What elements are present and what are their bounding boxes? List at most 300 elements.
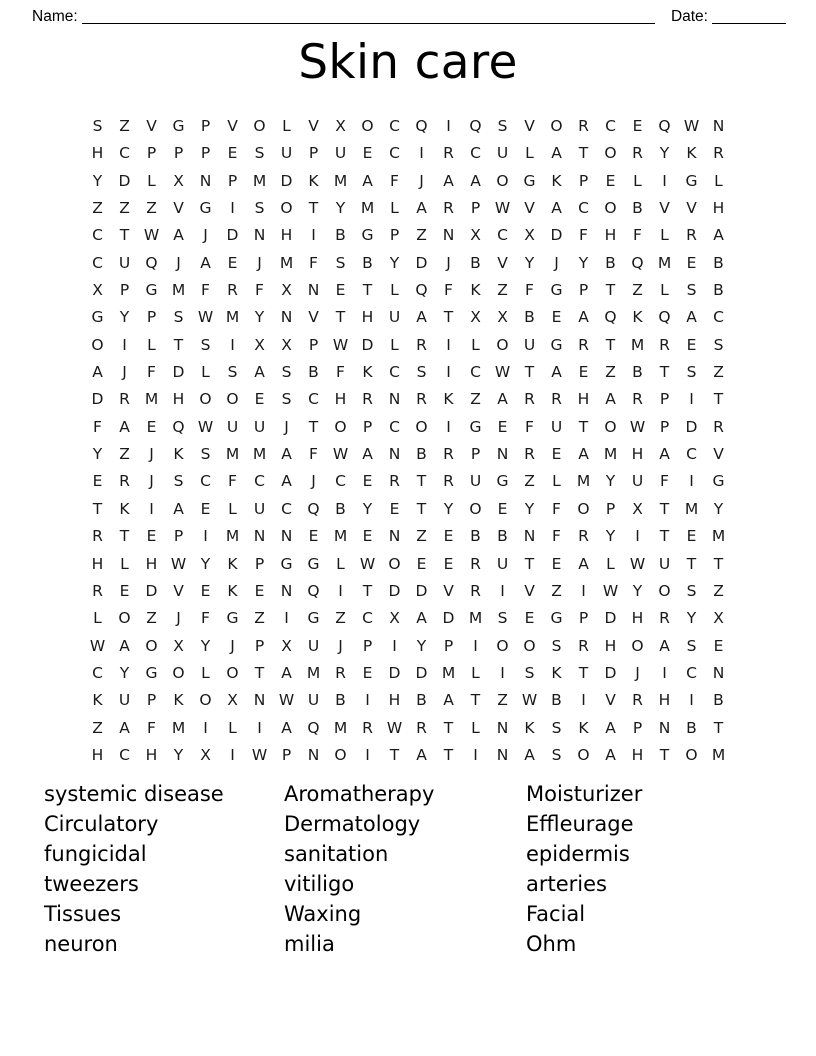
grid-letter[interactable]: R <box>119 390 130 409</box>
grid-letter[interactable]: F <box>336 363 345 382</box>
grid-letter[interactable]: H <box>604 636 617 655</box>
grid-letter[interactable]: P <box>227 171 238 190</box>
grid-letter[interactable]: R <box>416 390 427 409</box>
grid-letter[interactable]: W <box>602 581 619 600</box>
grid-letter[interactable]: U <box>307 636 320 655</box>
grid-letter[interactable]: I <box>581 581 586 600</box>
grid-letter[interactable]: T <box>335 308 346 327</box>
grid-letter[interactable]: R <box>119 472 130 491</box>
grid-letter[interactable]: F <box>660 472 669 491</box>
grid-letter[interactable]: D <box>145 581 158 600</box>
grid-letter[interactable]: P <box>254 636 265 655</box>
grid-letter[interactable]: E <box>362 527 373 546</box>
grid-letter[interactable]: E <box>227 253 238 272</box>
grid-letter[interactable]: M <box>360 199 375 218</box>
grid-letter[interactable]: F <box>255 281 264 300</box>
date-write-in-line[interactable] <box>712 7 786 24</box>
grid-letter[interactable]: B <box>470 253 481 272</box>
grid-letter[interactable]: N <box>496 718 509 737</box>
grid-letter[interactable]: A <box>173 499 184 518</box>
grid-letter[interactable]: L <box>147 335 156 354</box>
grid-letter[interactable]: Z <box>119 199 130 218</box>
grid-letter[interactable]: L <box>390 335 399 354</box>
grid-letter[interactable]: I <box>311 226 316 245</box>
grid-letter[interactable]: J <box>176 609 181 628</box>
grid-letter[interactable]: E <box>551 554 562 573</box>
grid-letter[interactable]: N <box>388 527 401 546</box>
grid-letter[interactable]: T <box>659 745 670 764</box>
grid-letter[interactable]: A <box>416 609 427 628</box>
grid-letter[interactable]: T <box>416 472 427 491</box>
grid-letter[interactable]: X <box>92 281 103 300</box>
grid-letter[interactable]: F <box>228 472 237 491</box>
grid-letter[interactable]: X <box>632 499 643 518</box>
grid-letter[interactable]: W <box>629 554 646 573</box>
grid-letter[interactable]: Y <box>92 445 103 464</box>
grid-letter[interactable]: R <box>362 390 373 409</box>
grid-letter[interactable]: L <box>201 663 210 682</box>
grid-letter[interactable]: J <box>230 636 235 655</box>
word-list-item[interactable]: epidermis <box>526 842 630 866</box>
grid-letter[interactable]: C <box>605 117 616 135</box>
grid-letter[interactable]: Y <box>524 499 535 518</box>
grid-letter[interactable]: A <box>173 226 184 245</box>
word-list-item[interactable]: neuron <box>44 932 118 956</box>
grid-letter[interactable]: X <box>470 226 481 245</box>
grid-letter[interactable]: Z <box>497 691 508 710</box>
grid-letter[interactable]: Q <box>604 308 617 327</box>
grid-letter[interactable]: O <box>253 117 266 135</box>
grid-letter[interactable]: R <box>443 445 454 464</box>
grid-letter[interactable]: C <box>389 117 400 135</box>
grid-letter[interactable]: A <box>713 226 724 245</box>
grid-letter[interactable]: N <box>253 691 266 710</box>
grid-letter[interactable]: I <box>365 691 370 710</box>
grid-letter[interactable]: R <box>362 718 373 737</box>
grid-letter[interactable]: E <box>146 527 157 546</box>
grid-letter[interactable]: G <box>199 199 212 218</box>
grid-letter[interactable]: B <box>551 691 562 710</box>
grid-letter[interactable]: P <box>605 499 616 518</box>
grid-letter[interactable]: G <box>469 417 482 436</box>
grid-letter[interactable]: Y <box>362 499 373 518</box>
word-list-item[interactable]: Moisturizer <box>526 782 643 806</box>
grid-letter[interactable]: T <box>605 281 616 300</box>
grid-letter[interactable]: Y <box>335 199 346 218</box>
grid-letter[interactable]: G <box>91 308 104 327</box>
grid-letter[interactable]: Z <box>119 117 130 135</box>
grid-letter[interactable]: M <box>171 718 186 737</box>
grid-letter[interactable]: V <box>713 445 724 464</box>
grid-letter[interactable]: T <box>524 363 535 382</box>
grid-letter[interactable]: H <box>631 609 644 628</box>
grid-letter[interactable]: P <box>362 636 373 655</box>
grid-letter[interactable]: L <box>552 472 561 491</box>
grid-letter[interactable]: R <box>416 335 427 354</box>
grid-letter[interactable]: K <box>362 363 373 382</box>
grid-letter[interactable]: J <box>419 171 424 190</box>
grid-letter[interactable]: Y <box>632 581 643 600</box>
grid-letter[interactable]: E <box>200 499 211 518</box>
grid-letter[interactable]: P <box>173 527 184 546</box>
word-list-item[interactable]: Effleurage <box>526 812 634 836</box>
grid-letter[interactable]: N <box>388 445 401 464</box>
grid-letter[interactable]: M <box>657 253 672 272</box>
grid-letter[interactable]: Q <box>658 117 671 135</box>
grid-letter[interactable]: U <box>280 144 293 163</box>
grid-letter[interactable]: Q <box>307 718 320 737</box>
grid-letter[interactable]: R <box>632 144 643 163</box>
grid-letter[interactable]: D <box>280 171 293 190</box>
grid-letter[interactable]: I <box>689 390 694 409</box>
grid-letter[interactable]: U <box>523 335 536 354</box>
grid-letter[interactable]: T <box>524 554 535 573</box>
grid-letter[interactable]: F <box>525 417 534 436</box>
grid-letter[interactable]: Z <box>146 199 157 218</box>
grid-letter[interactable]: A <box>578 308 589 327</box>
grid-letter[interactable]: E <box>443 527 454 546</box>
grid-letter[interactable]: U <box>118 253 131 272</box>
grid-letter[interactable]: J <box>554 253 559 272</box>
grid-letter[interactable]: W <box>197 308 214 327</box>
grid-letter[interactable]: A <box>362 445 373 464</box>
grid-letter[interactable]: A <box>281 472 292 491</box>
grid-letter[interactable]: E <box>335 281 346 300</box>
grid-letter[interactable]: X <box>281 281 292 300</box>
grid-letter[interactable]: N <box>658 718 671 737</box>
grid-letter[interactable]: E <box>362 663 373 682</box>
grid-letter[interactable]: E <box>389 499 400 518</box>
grid-letter[interactable]: Y <box>659 144 670 163</box>
grid-letter[interactable]: G <box>550 609 563 628</box>
grid-letter[interactable]: D <box>91 390 104 409</box>
grid-letter[interactable]: D <box>415 663 428 682</box>
word-list-item[interactable]: Aromatherapy <box>284 782 435 806</box>
grid-letter[interactable]: Z <box>497 281 508 300</box>
grid-letter[interactable]: E <box>524 609 535 628</box>
grid-letter[interactable]: C <box>470 144 481 163</box>
grid-letter[interactable]: H <box>712 199 725 218</box>
grid-letter[interactable]: Y <box>713 499 724 518</box>
grid-letter[interactable]: C <box>389 417 400 436</box>
grid-letter[interactable]: A <box>551 363 562 382</box>
grid-letter[interactable]: M <box>468 609 483 628</box>
grid-letter[interactable]: S <box>551 718 562 737</box>
grid-letter[interactable]: E <box>686 527 697 546</box>
grid-letter[interactable]: T <box>416 499 427 518</box>
grid-letter[interactable]: V <box>227 117 238 135</box>
grid-letter[interactable]: A <box>443 691 454 710</box>
grid-letter[interactable]: W <box>359 554 376 573</box>
grid-letter[interactable]: U <box>253 417 266 436</box>
grid-letter[interactable]: D <box>685 417 698 436</box>
grid-letter[interactable]: S <box>254 199 265 218</box>
grid-letter[interactable]: Z <box>632 281 643 300</box>
grid-letter[interactable]: O <box>145 636 158 655</box>
grid-letter[interactable]: A <box>416 199 427 218</box>
grid-letter[interactable]: I <box>581 691 586 710</box>
grid-letter[interactable]: S <box>416 363 427 382</box>
grid-letter[interactable]: B <box>632 199 643 218</box>
grid-letter[interactable]: I <box>473 636 478 655</box>
grid-letter[interactable]: S <box>200 335 211 354</box>
grid-letter[interactable]: R <box>578 117 589 135</box>
grid-letter[interactable]: C <box>119 144 130 163</box>
grid-letter[interactable]: L <box>660 226 669 245</box>
grid-letter[interactable]: C <box>686 445 697 464</box>
grid-letter[interactable]: A <box>605 745 616 764</box>
grid-letter[interactable]: R <box>443 472 454 491</box>
grid-letter[interactable]: K <box>632 308 643 327</box>
grid-letter[interactable]: X <box>200 745 211 764</box>
grid-letter[interactable]: E <box>200 581 211 600</box>
grid-letter[interactable]: X <box>254 335 265 354</box>
grid-letter[interactable]: H <box>145 554 158 573</box>
grid-letter[interactable]: M <box>684 499 699 518</box>
grid-letter[interactable]: L <box>471 335 480 354</box>
grid-letter[interactable]: K <box>443 390 454 409</box>
grid-letter[interactable]: S <box>281 363 292 382</box>
grid-letter[interactable]: O <box>523 636 536 655</box>
grid-letter[interactable]: H <box>334 390 347 409</box>
grid-letter[interactable]: M <box>225 527 240 546</box>
grid-letter[interactable]: Y <box>389 253 400 272</box>
grid-letter[interactable]: P <box>254 554 265 573</box>
grid-letter[interactable]: P <box>362 417 373 436</box>
grid-letter[interactable]: R <box>659 335 670 354</box>
grid-letter[interactable]: T <box>713 554 724 573</box>
grid-letter[interactable]: F <box>147 718 156 737</box>
grid-letter[interactable]: B <box>686 718 697 737</box>
grid-letter[interactable]: M <box>441 663 456 682</box>
grid-letter[interactable]: T <box>470 691 481 710</box>
grid-letter[interactable]: W <box>386 718 403 737</box>
grid-letter[interactable]: O <box>496 171 509 190</box>
grid-letter[interactable]: J <box>149 445 154 464</box>
grid-letter[interactable]: I <box>689 472 694 491</box>
grid-letter[interactable]: R <box>416 718 427 737</box>
grid-letter[interactable]: U <box>118 691 131 710</box>
grid-letter[interactable]: Y <box>200 636 211 655</box>
grid-letter[interactable]: N <box>307 281 320 300</box>
grid-letter[interactable]: Q <box>415 281 428 300</box>
grid-letter[interactable]: U <box>496 554 509 573</box>
grid-letter[interactable]: C <box>335 472 346 491</box>
grid-letter[interactable]: T <box>578 144 589 163</box>
grid-letter[interactable]: B <box>335 499 346 518</box>
grid-letter[interactable]: N <box>280 308 293 327</box>
grid-letter[interactable]: O <box>226 663 239 682</box>
grid-letter[interactable]: T <box>659 363 670 382</box>
grid-letter[interactable]: V <box>308 117 319 135</box>
grid-letter[interactable]: T <box>362 581 373 600</box>
grid-letter[interactable]: S <box>497 609 508 628</box>
grid-letter[interactable]: H <box>631 445 644 464</box>
grid-letter[interactable]: E <box>578 363 589 382</box>
grid-letter[interactable]: X <box>389 609 400 628</box>
grid-letter[interactable]: W <box>332 335 349 354</box>
grid-letter[interactable]: I <box>122 335 127 354</box>
grid-letter[interactable]: S <box>551 636 562 655</box>
word-search-grid[interactable] <box>84 113 732 769</box>
grid-letter[interactable]: T <box>578 663 589 682</box>
grid-letter[interactable]: G <box>550 281 563 300</box>
grid-letter[interactable]: I <box>230 745 235 764</box>
grid-letter[interactable]: N <box>307 745 320 764</box>
grid-letter[interactable]: S <box>92 117 103 135</box>
grid-letter[interactable]: I <box>662 171 667 190</box>
grid-letter[interactable]: V <box>524 581 535 600</box>
grid-letter[interactable]: V <box>146 117 157 135</box>
grid-letter[interactable]: L <box>471 718 480 737</box>
grid-letter[interactable]: R <box>92 581 103 600</box>
grid-letter[interactable]: P <box>659 390 670 409</box>
grid-letter[interactable]: T <box>389 745 400 764</box>
grid-letter[interactable]: O <box>91 335 104 354</box>
grid-letter[interactable]: F <box>552 499 561 518</box>
grid-letter[interactable]: W <box>251 745 268 764</box>
grid-letter[interactable]: H <box>91 144 104 163</box>
grid-letter[interactable]: P <box>389 226 400 245</box>
grid-letter[interactable]: S <box>524 663 535 682</box>
grid-letter[interactable]: Q <box>307 581 320 600</box>
grid-letter[interactable]: X <box>335 117 346 135</box>
grid-letter[interactable]: H <box>577 390 590 409</box>
grid-letter[interactable]: I <box>392 636 397 655</box>
grid-letter[interactable]: S <box>713 335 724 354</box>
grid-letter[interactable]: E <box>632 117 643 135</box>
grid-letter[interactable]: L <box>390 199 399 218</box>
grid-letter[interactable]: O <box>226 390 239 409</box>
grid-letter[interactable]: A <box>416 745 427 764</box>
grid-letter[interactable]: N <box>280 527 293 546</box>
grid-letter[interactable]: C <box>470 363 481 382</box>
grid-letter[interactable]: K <box>308 171 319 190</box>
grid-letter[interactable]: U <box>469 472 482 491</box>
grid-letter[interactable]: Q <box>658 308 671 327</box>
grid-letter[interactable]: P <box>578 281 589 300</box>
grid-letter[interactable]: G <box>226 609 239 628</box>
grid-letter[interactable]: W <box>494 199 511 218</box>
grid-letter[interactable]: Z <box>470 390 481 409</box>
word-list-item[interactable]: Dermatology <box>284 812 421 836</box>
grid-letter[interactable]: K <box>227 581 238 600</box>
grid-letter[interactable]: A <box>362 171 373 190</box>
grid-letter[interactable]: R <box>443 144 454 163</box>
grid-letter[interactable]: F <box>552 527 561 546</box>
grid-letter[interactable]: R <box>335 663 346 682</box>
grid-letter[interactable]: P <box>470 199 481 218</box>
grid-letter[interactable]: O <box>604 199 617 218</box>
grid-letter[interactable]: A <box>119 636 130 655</box>
grid-letter[interactable]: J <box>284 417 289 436</box>
grid-letter[interactable]: T <box>362 281 373 300</box>
grid-letter[interactable]: D <box>172 363 185 382</box>
grid-letter[interactable]: I <box>419 144 424 163</box>
grid-letter[interactable]: R <box>551 390 562 409</box>
grid-letter[interactable]: I <box>230 199 235 218</box>
grid-letter[interactable]: A <box>497 390 508 409</box>
grid-letter[interactable]: E <box>254 390 265 409</box>
grid-letter[interactable]: Q <box>145 253 158 272</box>
grid-letter[interactable]: T <box>119 527 130 546</box>
grid-letter[interactable]: J <box>149 472 154 491</box>
grid-letter[interactable]: T <box>254 663 265 682</box>
grid-letter[interactable]: L <box>714 171 723 190</box>
grid-letter[interactable]: F <box>525 281 534 300</box>
grid-letter[interactable]: H <box>91 554 104 573</box>
grid-letter[interactable]: E <box>254 581 265 600</box>
grid-letter[interactable]: N <box>442 226 455 245</box>
grid-letter[interactable]: O <box>496 636 509 655</box>
grid-letter[interactable]: G <box>550 335 563 354</box>
grid-letter[interactable]: Y <box>416 636 427 655</box>
grid-letter[interactable]: M <box>252 171 267 190</box>
grid-letter[interactable]: Z <box>605 363 616 382</box>
grid-letter[interactable]: Y <box>119 308 130 327</box>
grid-letter[interactable]: O <box>388 554 401 573</box>
grid-letter[interactable]: P <box>578 171 589 190</box>
grid-letter[interactable]: M <box>333 718 348 737</box>
grid-letter[interactable]: P <box>632 718 643 737</box>
grid-letter[interactable]: P <box>578 609 589 628</box>
grid-letter[interactable]: V <box>497 253 508 272</box>
grid-letter[interactable]: Y <box>605 472 616 491</box>
grid-letter[interactable]: S <box>227 363 238 382</box>
grid-letter[interactable]: E <box>497 499 508 518</box>
grid-letter[interactable]: A <box>92 363 103 382</box>
grid-letter[interactable]: J <box>635 663 640 682</box>
grid-letter[interactable]: A <box>551 144 562 163</box>
grid-letter[interactable]: R <box>470 581 481 600</box>
grid-letter[interactable]: A <box>524 745 535 764</box>
grid-letter[interactable]: Y <box>254 308 265 327</box>
grid-letter[interactable]: M <box>711 527 726 546</box>
grid-letter[interactable]: I <box>662 663 667 682</box>
grid-letter[interactable]: D <box>442 609 455 628</box>
grid-letter[interactable]: J <box>257 253 262 272</box>
grid-letter[interactable]: I <box>203 718 208 737</box>
grid-letter[interactable]: L <box>525 144 534 163</box>
grid-letter[interactable]: E <box>227 144 238 163</box>
grid-letter[interactable]: M <box>306 663 321 682</box>
grid-letter[interactable]: G <box>280 554 293 573</box>
word-list-item[interactable]: Circulatory <box>44 812 159 836</box>
grid-letter[interactable]: G <box>307 609 320 628</box>
grid-letter[interactable]: Z <box>335 609 346 628</box>
grid-letter[interactable]: S <box>200 445 211 464</box>
grid-letter[interactable]: L <box>228 499 237 518</box>
grid-letter[interactable]: T <box>443 718 454 737</box>
grid-letter[interactable]: M <box>333 527 348 546</box>
grid-letter[interactable]: I <box>446 363 451 382</box>
word-list-item[interactable]: milia <box>284 932 335 956</box>
grid-letter[interactable]: C <box>389 144 400 163</box>
grid-letter[interactable]: P <box>308 335 319 354</box>
grid-letter[interactable]: O <box>631 636 644 655</box>
grid-letter[interactable]: U <box>496 144 509 163</box>
grid-letter[interactable]: E <box>443 554 454 573</box>
grid-letter[interactable]: T <box>605 335 616 354</box>
grid-letter[interactable]: J <box>338 636 343 655</box>
grid-letter[interactable]: D <box>550 226 563 245</box>
grid-letter[interactable]: U <box>307 691 320 710</box>
grid-letter[interactable]: F <box>147 363 156 382</box>
grid-letter[interactable]: N <box>280 581 293 600</box>
grid-letter[interactable]: W <box>278 691 295 710</box>
grid-letter[interactable]: W <box>332 445 349 464</box>
grid-letter[interactable]: O <box>118 609 131 628</box>
